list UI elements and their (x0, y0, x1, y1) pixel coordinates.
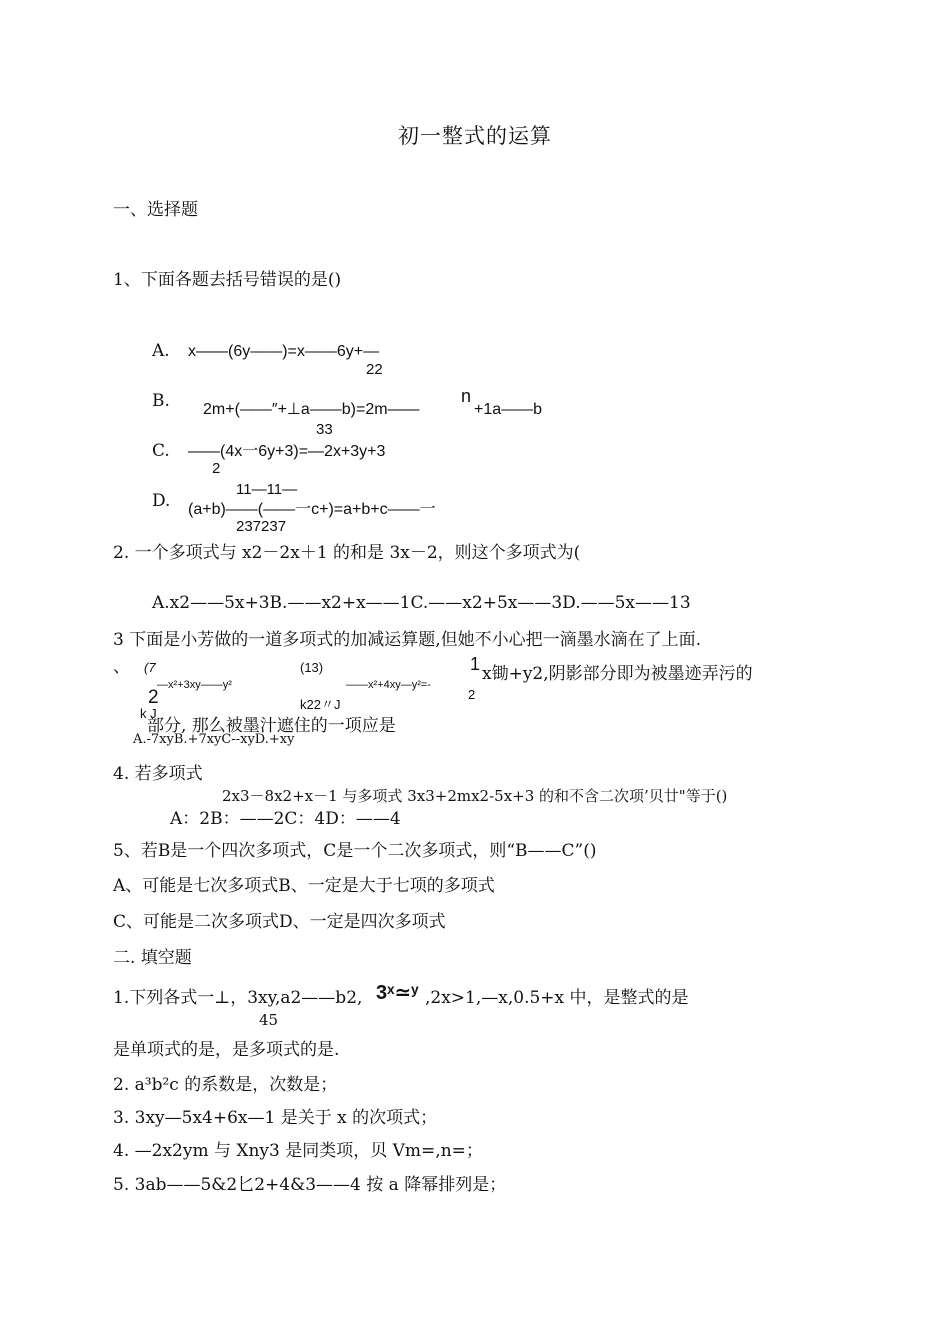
q5-options-cd: C、可能是二次多项式D、一定是四次多项式 (113, 912, 446, 932)
q3-tail: x锄+y2,阴影部分即为被墨迹弄污的 (482, 664, 753, 684)
q1-option-a-subscript: 22 (366, 361, 383, 378)
fill-1-subscript: 45 (259, 1011, 279, 1029)
q1-option-a-expression: x——(6y——)=x——6y+— (188, 343, 380, 360)
q3-paren-mid: (13) (300, 660, 324, 675)
fill-1-text-a: 1.下列各式一⊥，3xy,a2——b2, (113, 988, 363, 1008)
q3-line-2: 部分, 那么被墨汁遮住的一项应是 (147, 716, 396, 736)
fill-2: 2. a³b²c 的系数是，次数是； (113, 1075, 338, 1095)
q3-paren-left: (7 (144, 660, 156, 675)
q3-fraction-denominator: 2 (468, 687, 476, 702)
q3-bracket-mid: k22〃J (300, 697, 341, 712)
q4-options: A：2B：——2C：4D：——4 (170, 809, 401, 829)
q3-expression-mid: ——x²+4xy—y²=- (346, 679, 431, 691)
section-heading-choice: 一、选择题 (113, 200, 198, 220)
q1-option-b-expression: 2m+(——″+⊥a——b)=2m—— (203, 401, 420, 418)
fill-1-text-b: ,2x>1,—x,0.5+x 中，是整式的是 (425, 988, 689, 1008)
question-2-stem: 2. 一个多项式与 x2－2x＋1 的和是 3x－2，则这个多项式为( (113, 543, 581, 563)
q1-option-a-label: A. (152, 341, 170, 361)
q1-option-d-subscript: 237237 (236, 518, 287, 535)
q3-expression-left: —x²+3xy——y² (157, 679, 232, 691)
q1-option-c-subscript: 2 (212, 460, 221, 477)
q1-option-d-top: 11—11— (236, 481, 298, 498)
q3-mark: 、 (113, 657, 130, 677)
q3-bracket-left: k J (140, 706, 157, 721)
q1-option-c-expression: ——(4x一6y+3)=—2x+3y+3 (188, 443, 386, 460)
q1-option-d-label: D. (152, 491, 171, 511)
fill-4: 4. —2x2ym 与 Xny3 是同类项，贝 Vm=,n=； (113, 1141, 483, 1161)
q1-option-b-subscript: 33 (316, 421, 333, 438)
fill-1-line-2: 是单项式的是，是多项式的是. (113, 1040, 340, 1060)
q5-options-ab: A、可能是七次多项式B、一定是大于七项的多项式 (113, 876, 495, 896)
section-heading-fill: 二. 填空题 (113, 948, 192, 968)
fill-3: 3. 3xy—5x4+6x—1 是关于 x 的次项式； (113, 1108, 438, 1128)
q1-option-b-tail: +1a——b (474, 401, 543, 418)
question-5-stem: 5、若B是一个四次多项式，C是一个二次多项式，则“B——C”() (113, 841, 597, 861)
question-2-options: A.x2——5x+3B.——x2+x——1C.——x2+5x——3D.——5x——13 (152, 593, 691, 613)
q3-fraction-left: 2 (148, 687, 159, 708)
fill-1-big-expression: 3ˣ≃ʸ (376, 982, 419, 1004)
q1-option-b-superscript: n (461, 386, 472, 406)
q4-line-2: 2x3－8x2+x－1 与多项式 3x3+2mx2-5x+3 的和不含二次项’贝廿"等于() (222, 787, 728, 805)
question-1-stem: 1、下面各题去括号错误的是() (113, 270, 342, 290)
q3-options: A.-7xyB.+7xyC--xyD.+xy (133, 732, 295, 747)
page-title: 初一整式的运算 (398, 124, 552, 148)
q1-option-b-label: B. (152, 391, 170, 411)
fill-5: 5. 3ab——5&2匕2+4&3——4 按 a 降幂排列是； (113, 1175, 507, 1195)
q1-option-c-label: C. (152, 441, 170, 461)
question-3-stem: 3 下面是小芳做的一道多项式的加减运算题,但她不小心把一滴墨水滴在了上面. (113, 630, 702, 650)
q1-option-d-expression: (a+b)——(——一c+)=a+b+c——一 (188, 501, 436, 518)
q3-fraction-numerator: 1 (470, 654, 481, 674)
question-4-stem: 4. 若多项式 (113, 764, 203, 784)
